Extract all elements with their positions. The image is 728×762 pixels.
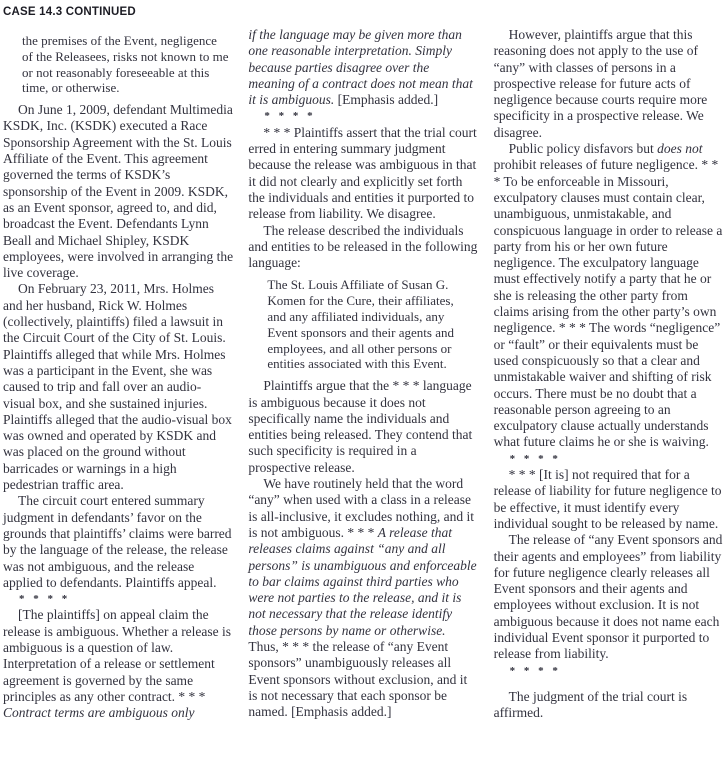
paragraph xyxy=(3,607,233,721)
paragraph xyxy=(494,689,724,722)
asterisk-omission-marker: * * * * xyxy=(509,664,561,677)
asterisk-omission-marker: * * * * xyxy=(509,452,561,465)
case-header xyxy=(0,0,728,18)
block-quote xyxy=(267,277,474,372)
paragraph xyxy=(248,125,478,223)
text-run: [Emphasis added.] xyxy=(334,92,439,108)
paragraph xyxy=(494,532,724,662)
text-run: On June 1, 2009, defendant Multimedia KSDK, Inc. (KSDK) executed a Race Sponsorship Agreement with the St. Louis Affiliate of the Event. This agreement governed the terms of KSDK’s sponsorship of the Event in 2009. KSDK, as an Event sponsor, agreed to, and did, broadcast the Event. Defendants Lynn Beall and Michael Shipley, KSDK employees, were involved in arranging the live coverage. xyxy=(3,102,234,281)
italic-text-run: A release that releases claims against “any and all persons” is unambiguous and enforceable to bar claims against third parties who were not parties to the release, and it is not necessary that the release identify those persons by name or otherwise. xyxy=(248,524,477,638)
italic-text-run: does not xyxy=(657,141,703,157)
text-run: The release of “any Event sponsors and their agents and employees” from liability for future negligence clearly releases all Event sponsors and their agents and employees without exclusion. It is not ambiguous because it does not name each individual Event sponsor it purported to release from liability. xyxy=(493,532,723,662)
asterisk-omission-marker: * * * * xyxy=(19,593,71,606)
case-title: CASE 14.3 CONTINUED xyxy=(3,6,136,18)
paragraph xyxy=(494,27,724,141)
text-run: On February 23, 2011, Mrs. Holmes and her husband, Rick W. Holmes (collectively, plaintiffs) filed a lawsuit in the Circuit Court of the City of St. Louis. Plaintiffs alleged that while Mrs. Holmes was a participant in the Event, she was caused to trip and fall over an audio-visual box, and she sustained injuries. Plaintiffs alleged that the audio-visual box was owned and operated by KSDK and was placed on the ground without barricades or warnings in a high pedestrian traffic area. xyxy=(3,281,232,493)
paragraph xyxy=(248,476,478,720)
paragraph xyxy=(3,102,233,281)
paragraph xyxy=(248,378,478,476)
text-run: Plaintiffs argue that the * * * language is ambiguous because it does not specifically name the individuals and entities being released. They contend that such specificity is required in a prospective release. xyxy=(248,378,473,475)
text-run: The judgment of the trial court is affirmed. xyxy=(493,688,688,721)
text-run: Thus, * * * the release of “any Event sponsors” unambiguously releases all Event sponsors without exclusion, and it is not necessary that each sponsor be named. [Emphasis added.] xyxy=(248,638,468,720)
paragraph xyxy=(248,223,478,272)
text-run: the premises of the Event, negligence of the Releasees, risks not known to me or not reasonably foreseeable at this time, or otherwise. xyxy=(22,33,229,96)
text-run: Public policy disfavors but xyxy=(508,141,658,157)
italic-text-run: if the language may be given more than one reasonable interpretation. Simply because parties disagree over the meaning of a contract does not mean that it is ambiguous. xyxy=(248,27,473,108)
text-column-2 xyxy=(248,27,478,721)
text-run: However, plaintiffs argue that this reasoning does not apply to the use of “any” with classes of persons in a prospective release for future acts of negligence because courts require more specificity in a prospective release. We disagree. xyxy=(493,27,708,140)
text-run: The St. Louis Affiliate of Susan G. Komen for the Cure, their affiliates, and any affiliated individuals, any Event sponsors and their agents and employees, and all other persons or entities associated with this Event. xyxy=(267,277,454,372)
text-run: * * * Plaintiffs assert that the trial court erred in entering summary judgment because the release was ambiguous in that it did not clearly and explicitly set forth the individuals and entities it purported to release from liability. We disagree. xyxy=(248,124,477,222)
paragraph xyxy=(3,493,233,591)
text-columns xyxy=(0,18,728,721)
text-column-3 xyxy=(494,27,724,721)
paragraph xyxy=(248,27,478,108)
text-run: [The plaintiffs] on appeal claim the release is ambiguous. Whether a release is ambiguous is a question of law. Interpretation of a release or settlement agreement is governed by the same principles as any other contract. * * * xyxy=(3,607,232,704)
text-run: The release described the individuals and entities to be released in the following language: xyxy=(248,222,478,271)
text-run: prohibit releases of future negligence. * * * To be enforceable in Missouri, exculpatory clauses must contain clear, unambiguous, unmistakable, and conspicuous language in order to release a party from his or her own future negligence. The exculpatory language must effectively notify a party that he or she is releasing the other party from claims arising from the other party’s own negligence. * * * The words “negligence” or “fault” or their equivalents must be used conspicuously so that a clear and unmistakable waiver and shifting of risk occurs. There must be no doubt that a reasonable person agreeing to an exculpatory clause actually understands what future claims he or she is waiving. xyxy=(493,157,723,450)
paragraph xyxy=(3,281,233,493)
asterisk-omission-marker: * * * * xyxy=(264,110,316,123)
text-run: We have routinely held that the word “any” when used with a class in a release is all-inclusive, it excludes nothing, and it is not ambiguous. * * * xyxy=(248,476,475,540)
paragraph xyxy=(494,467,724,532)
text-run: * * * [It is] not required that for a release of liability for future negligence to be effective, it must identify every individual sought to be released by name. xyxy=(493,467,722,531)
block-quote xyxy=(22,33,229,96)
italic-text-run: Contract terms are ambiguous only xyxy=(3,705,195,721)
text-run: The circuit court entered summary judgment in defendants’ favor on the grounds that plaintiffs’ claims were barred by the language of the release, the release was not ambiguous, and the release applied to defendants. Plaintiffs appeal. xyxy=(3,493,232,590)
text-column-1 xyxy=(3,27,233,721)
paragraph xyxy=(494,141,724,451)
